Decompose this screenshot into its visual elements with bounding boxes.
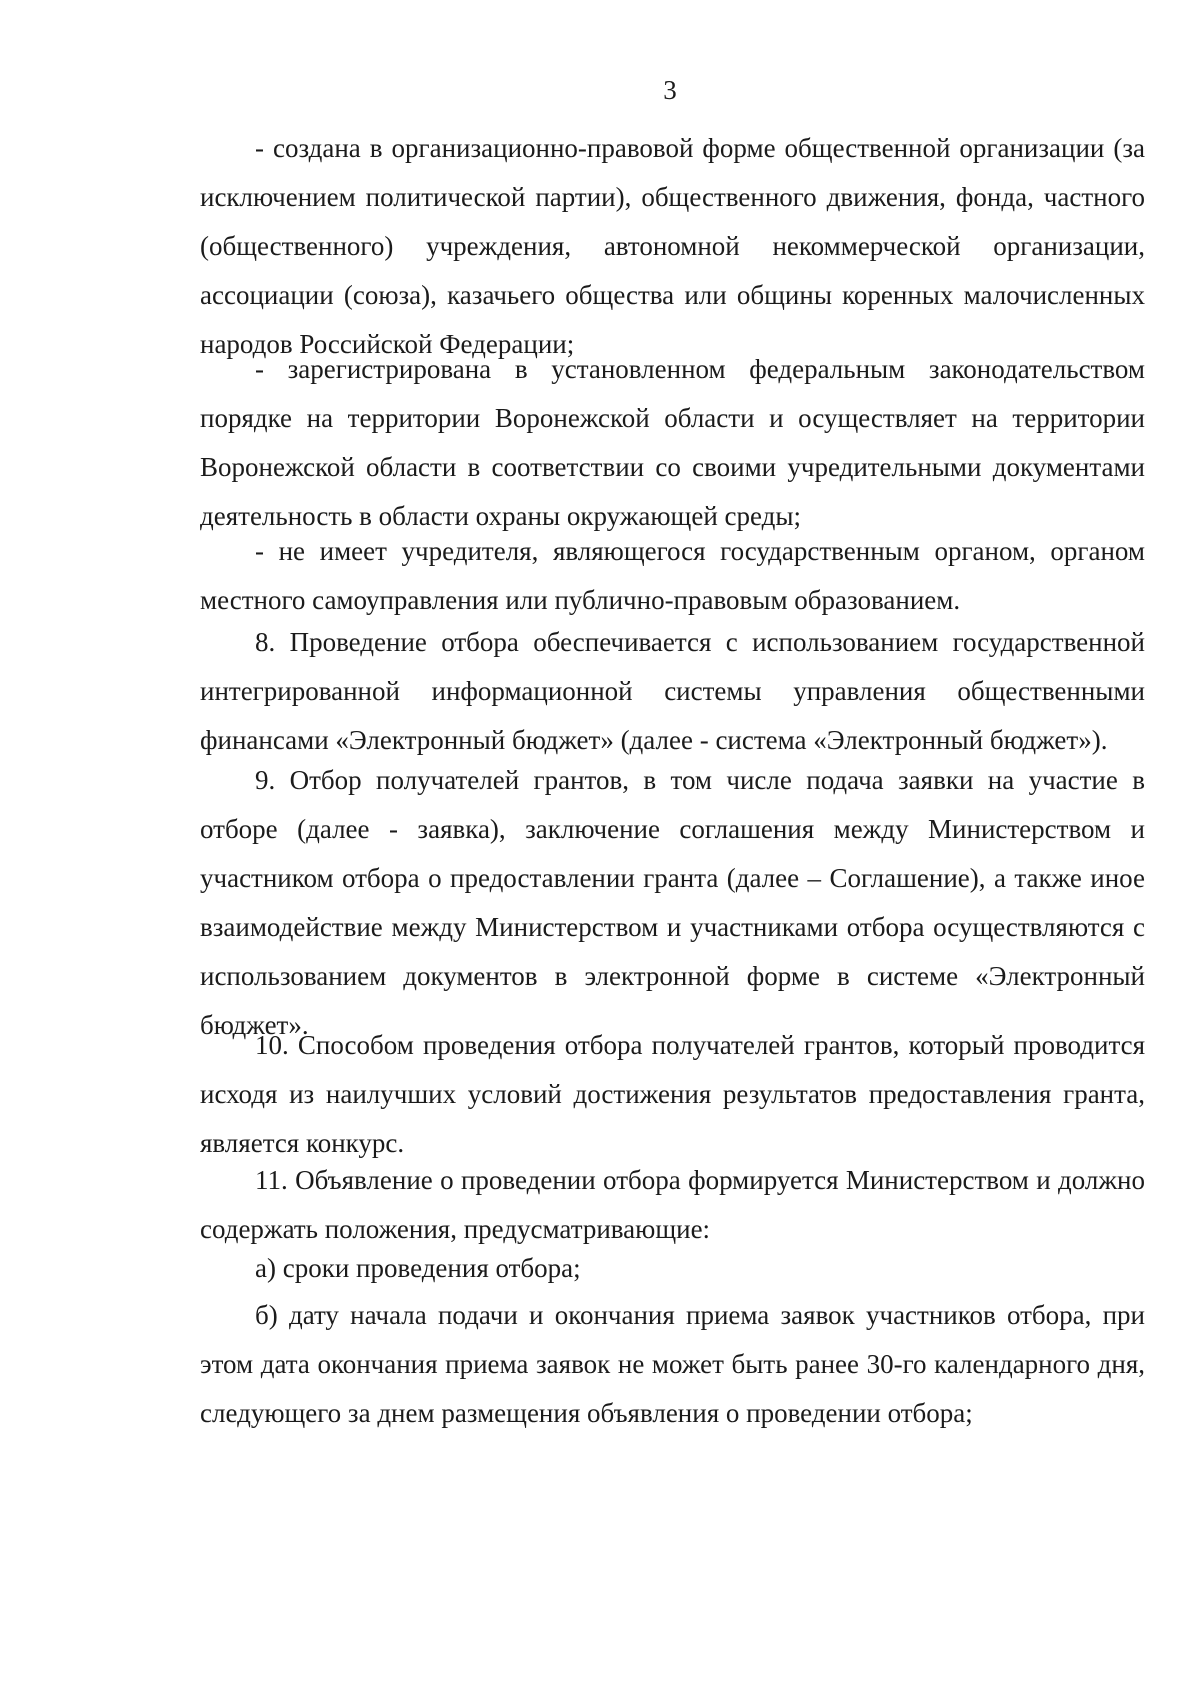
paragraph-item-8: 8. Проведение отбора обеспечивается с использованием государственной интегрированной информационной системы управления общественными финансами «Электронный бюджет» (далее - система «Электронный бюджет»). <box>200 627 1145 755</box>
paragraph-item-9: 9. Отбор получателей грантов, в том числе подача заявки на участие в отборе (далее - заявка), заключение соглашения между Министерством и участником отбора о предоставлении гранта (далее – Соглашение), а также иное взаимодействие между Министерством и участниками отбора осуществляются с использованием документов в электронной форме в системе «Электронный бюджет». <box>200 765 1145 1040</box>
paragraph-item-11: 11. Объявление о проведении отбора формируется Министерством и должно содержать положения, предусматривающие: <box>200 1165 1145 1244</box>
paragraph-item-a: а) сроки проведения отбора; <box>255 1253 581 1283</box>
paragraph-item-b: б) дату начала подачи и окончания приема заявок участников отбора, при этом дата окончания приема заявок не может быть ранее 30-го календарного дня, следующего за днем размещения объявления о проведении отбора; <box>200 1300 1145 1428</box>
page-number: 3 <box>663 75 677 105</box>
paragraph-no-state-founder: - не имеет учредителя, являющегося государственным органом, органом местного самоуправления или публично-правовым образованием. <box>200 536 1145 615</box>
paragraph-public-organization-form: - создана в организационно-правовой форме общественной организации (за исключением политической партии), общественного движения, фонда, частного (общественного) учреждения, автономной некоммерческой организации, ассоциации (союза), казачьего общества или общины коренных малочисленных народов Российской Федерации; <box>200 133 1145 359</box>
paragraph-item-10: 10. Способом проведения отбора получателей грантов, который проводится исходя из наилучших условий достижения результатов предоставления гранта, является конкурс. <box>200 1030 1145 1158</box>
paragraph-registration: - зарегистрирована в установленном федеральным законодательством порядке на территории Воронежской области и осуществляет на территории Воронежской области в соответствии со своими учредительными документами деятельность в области охраны окружающей среды; <box>200 354 1145 531</box>
